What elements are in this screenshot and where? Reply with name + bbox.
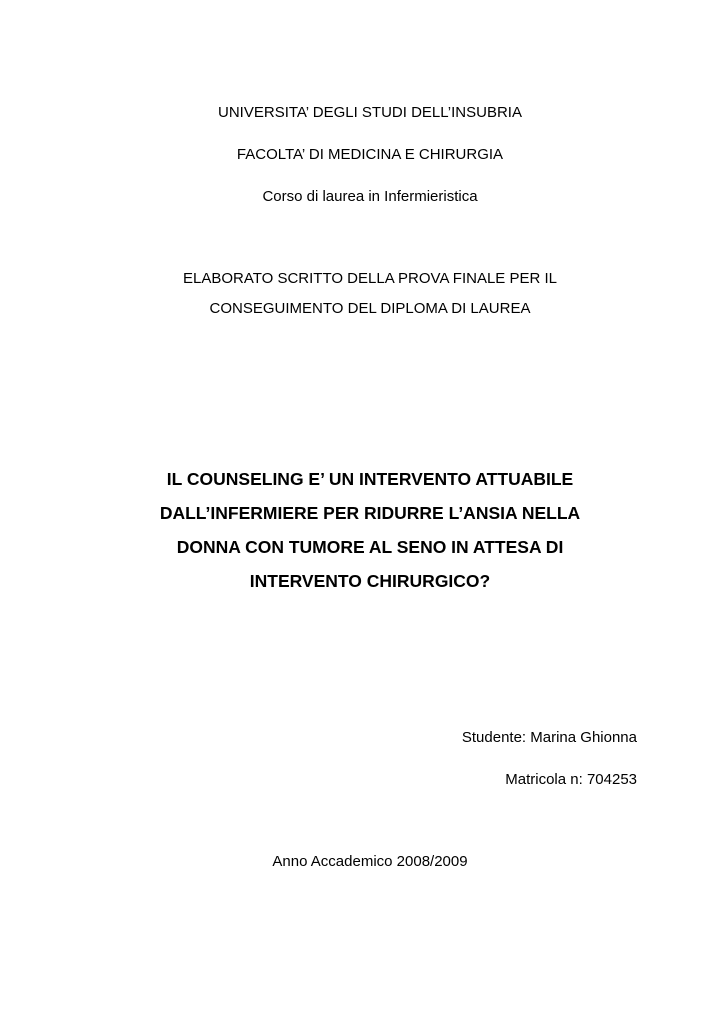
thesis-title-line-1: IL COUNSELING E’ UN INTERVENTO ATTUABILE <box>166 469 574 489</box>
thesis-title-line-4: INTERVENTO CHIRURGICO? <box>249 571 491 591</box>
student-matricola: Matricola n: 704253 <box>505 771 637 788</box>
university-name: UNIVERSITA’ DEGLI STUDI DELL’INSUBRIA <box>218 104 522 121</box>
subtitle-line-2: CONSEGUIMENTO DEL DIPLOMA DI LAUREA <box>209 300 531 317</box>
thesis-title-line-2: DALL’INFERMIERE PER RIDURRE L’ANSIA NELLA <box>159 503 581 523</box>
subtitle-line-1: ELABORATO SCRITTO DELLA PROVA FINALE PER IL <box>182 270 557 287</box>
thesis-title-line-3: DONNA CON TUMORE AL SENO IN ATTESA DI <box>176 537 564 557</box>
academic-year: Anno Accademico 2008/2009 <box>272 853 468 870</box>
student-name: Studente: Marina Ghionna <box>461 729 637 746</box>
course-name: Corso di laurea in Infermieristica <box>262 188 478 205</box>
faculty-name: FACOLTA’ DI MEDICINA E CHIRURGIA <box>236 146 504 163</box>
